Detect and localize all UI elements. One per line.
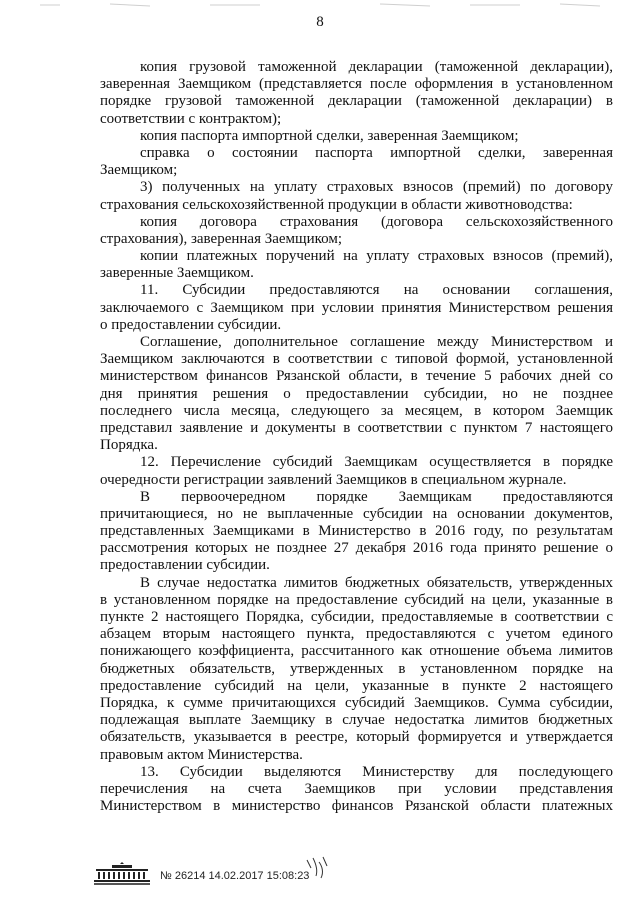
text-line: абзацем вторым настоящего пункта, предоставляются с учетом единого xyxy=(100,626,613,643)
document-body xyxy=(100,59,613,815)
text-line: справка о состоянии паспорта импортной сделки, заверенная xyxy=(140,144,613,161)
registry-stamp-logo xyxy=(92,862,152,886)
text-line: порядке грузовой таможенной декларации (таможенной декларации) в xyxy=(100,93,613,110)
text-line: заключаемого с Заемщиком при условии принятия Министерством решения xyxy=(100,299,613,316)
text-line: пункте 2 настоящего Порядка, субсидии, предоставляемые в соответствии с xyxy=(100,609,613,625)
text-line: предоставлении субсидии. xyxy=(100,557,270,574)
text-line: перечисления на счета Заемщиков при условии представления xyxy=(100,780,613,797)
document-footer xyxy=(92,860,632,890)
text-line: Министерством в министерство финансов Рязанской области платежных xyxy=(100,798,613,815)
text-line: причитающиеся, но не выплаченные субсидии на основании документов, xyxy=(100,505,613,522)
text-line: 13. Субсидии выделяются Министерству для последующего xyxy=(140,763,613,780)
text-line: Порядка, к сумме причитающихся субсидий Заемщиков. Сумма субсидии, xyxy=(100,694,613,711)
text-line: заверенные Заемщиком. xyxy=(100,265,254,282)
text-line: В первоочередном порядке Заемщикам предоставляются xyxy=(140,488,613,505)
text-line: копия грузовой таможенной декларации (таможенной декларации), xyxy=(140,59,613,75)
text-line: страхования сельскохозяйственной продукции в области животноводства: xyxy=(100,196,573,213)
text-line: Порядка. xyxy=(100,437,158,454)
text-line: обязательств, указывается в реестре, который формируется и утверждается xyxy=(100,729,613,746)
registration-number: № 26214 14.02.2017 15:08:23 xyxy=(160,870,310,882)
text-line: копии платежных поручений на уплату страховых взносов (премий), xyxy=(140,248,613,265)
text-line: соответствии с контрактом); xyxy=(100,110,282,127)
text-line: 11. Субсидии предоставляются на основании соглашения, xyxy=(140,282,613,299)
text-line: последнего числа месяца, следующего за месяцем, в котором Заемщик xyxy=(100,402,613,419)
text-line: правовым актом Министерства. xyxy=(100,746,303,763)
signature-mark xyxy=(304,854,330,882)
text-line: копия договора страхования (договора сельскохозяйственного xyxy=(140,213,613,230)
text-line: копия паспорта импортной сделки, заверенная Заемщиком; xyxy=(140,127,519,144)
text-line: предоставление субсидий на цели, указанные в пункте 2 настоящего xyxy=(100,677,613,694)
text-line: 3) полученных на уплату страховых взносов (премий) по договору xyxy=(140,179,613,196)
scan-edge-marks xyxy=(0,0,640,10)
text-line: рассмотрения которых не позднее 27 декабря 2016 года принято решение о xyxy=(100,540,613,557)
text-line: дня принятия решения о предоставлении субсидии, но не позднее xyxy=(100,385,613,402)
text-line: 12. Перечисление субсидий Заемщикам осуществляется в порядке xyxy=(140,454,613,471)
page-number: 8 xyxy=(316,14,324,30)
text-line: страхования), заверенная Заемщиком; xyxy=(100,230,343,247)
text-line: представил заявление и документы в соответствии с пунктом 7 настоящего xyxy=(100,419,613,436)
text-line: о предоставлении субсидии. xyxy=(100,316,282,333)
text-line: Заемщиком заключаются в соответствии с типовой формой, установленной xyxy=(100,351,613,368)
text-line: в установленном порядке на предоставление субсидий на цели, указанные в xyxy=(100,591,613,608)
text-line: представленных Заемщиками в Министерство в 2016 году, по результатам xyxy=(100,523,613,540)
text-line: В случае недостатка лимитов бюджетных обязательств, утвержденных xyxy=(140,574,613,591)
text-line: подлежащая выплате Заемщику в случае недостатка лимитов бюджетных xyxy=(100,712,613,729)
text-line: Соглашение, дополнительное соглашение между Министерством и xyxy=(140,334,613,350)
text-line: заверенная Заемщиком (представляется после оформления в установленном xyxy=(100,76,613,93)
text-line: министерством финансов Рязанской области, в течение 5 рабочих дней со xyxy=(100,368,613,385)
text-line: понижающего коэффициента, рассчитанного как отношение объема лимитов xyxy=(100,643,613,660)
text-line: бюджетных обязательств, утвержденных в установленном порядке на xyxy=(100,660,613,677)
text-line: очередности регистрации заявлений Заемщиков в специальном журнале. xyxy=(100,471,567,488)
text-line: Заемщиком; xyxy=(100,162,178,179)
